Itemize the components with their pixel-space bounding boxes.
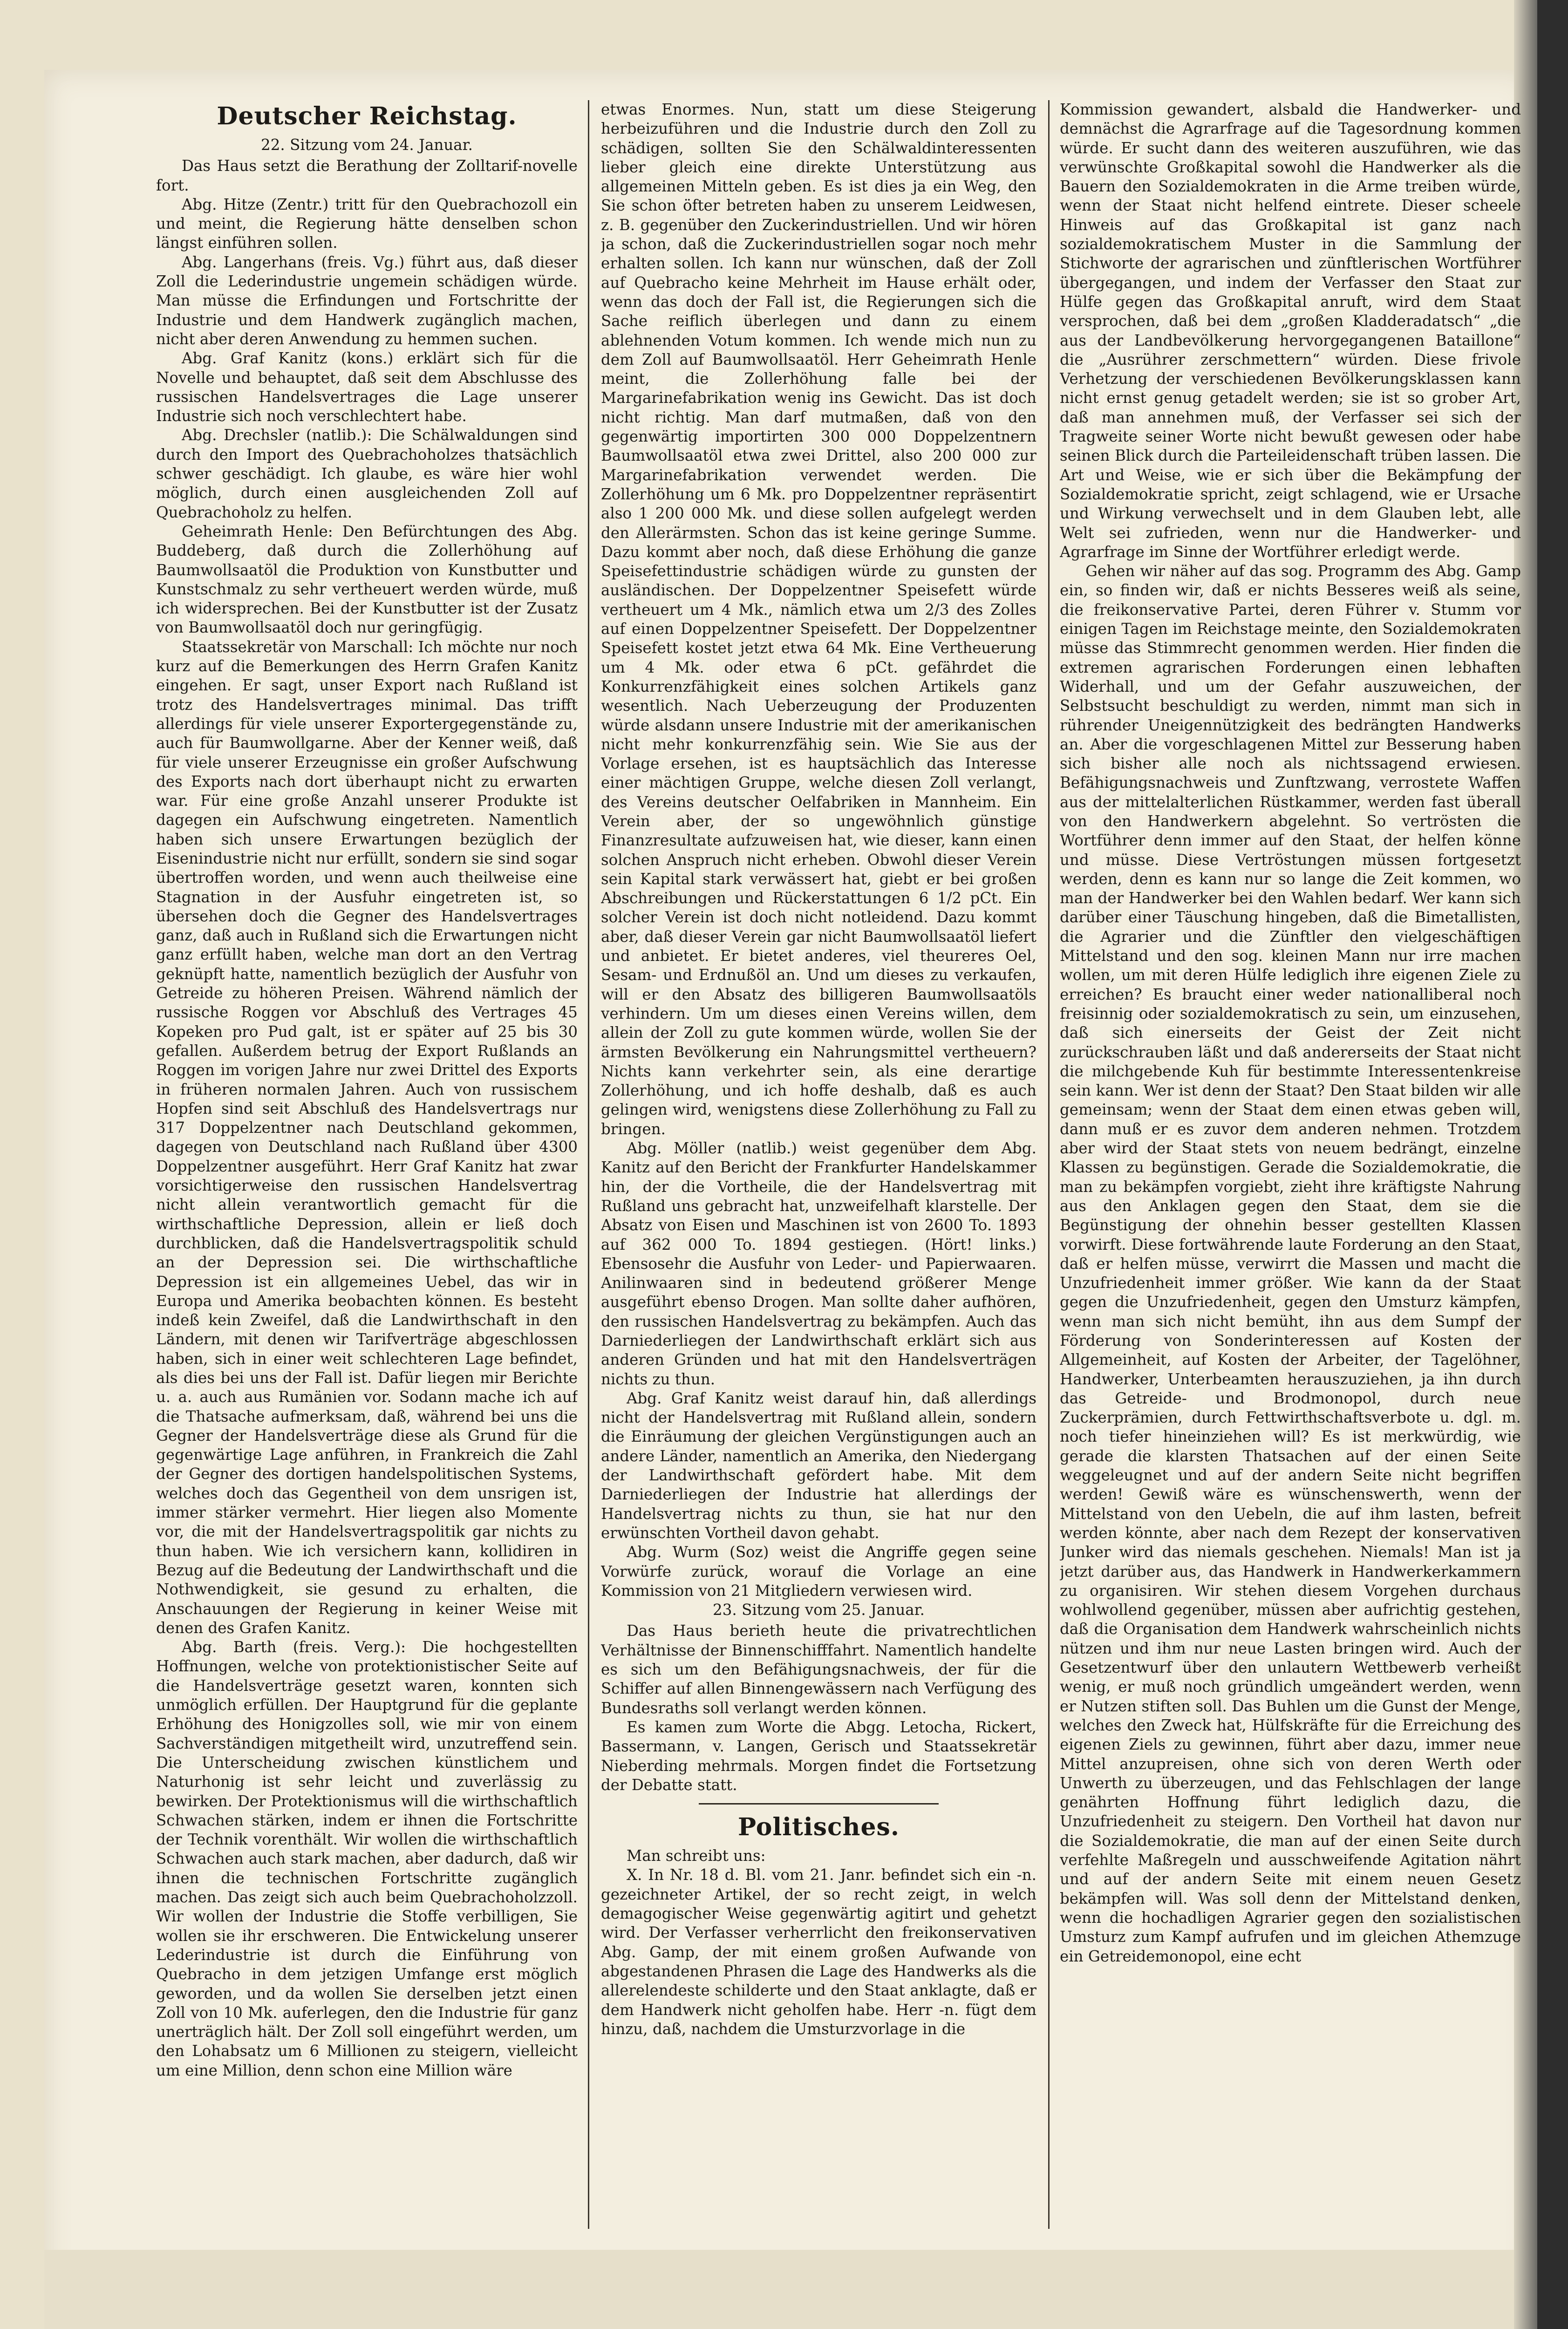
article-paragraph: Abg. Hitze (Zentr.) tritt für den Quebrachozoll ein und meint, die Regierung hätte denselben schon längst einführen sollen. bbox=[156, 195, 578, 252]
article-paragraph: Das Haus setzt die Berathung der Zolltarif-novelle fort. bbox=[156, 157, 578, 194]
scanner-edge bbox=[1537, 0, 1568, 2329]
column-rule bbox=[588, 100, 589, 2229]
left-column bbox=[156, 100, 578, 2243]
article-paragraph: Abg. Barth (freis. Verg.): Die hochgestellten Hoffnungen, welche von protektionistischer Seite auf die Handelsverträge gesetzt waren, konnten sich unmöglich erfüllen. Der Hauptgrund für die geplante Erhöhung des Honigzolles soll, wie mir von einem Sachverständigen mitgetheilt wird, unzutreffend sein. Die Unterscheidung zwischen künstlichem und Naturhonig ist sehr leicht und zuverlässig zu bewirken. Der Protektionismus will die wirthschaftlich Schwachen stärken, indem er ihnen die Fortschritte der Technik vorenthält. Wir wollen die wirthschaftlich Schwachen auch stark machen, aber dadurch, daß wir ihnen die technischen Fortschritte zugänglich machen. Das zeigt sich auch beim Quebrachoholzzoll. Wir wollen der Industrie die Stoffe verbilligen, Sie wollen sie ihr erschweren. Die Entwickelung unserer Lederindustrie ist durch die Einführung von Quebracho in dem jetzigen Umfange erst möglich geworden, und da wollen Sie derselben jetzt einen Zoll von 10 Mk. auferlegen, den die Industrie für ganz unerträglich hält. Der Zoll soll eingeführt werden, um den Lohabsatz um 6 Millionen zu steigern, vielleicht um eine Million, denn schon eine Million wäre bbox=[156, 1638, 578, 2079]
intro-line: Man schreibt uns: bbox=[627, 1847, 766, 1865]
session-title: 22. Sitzung vom 24. Januar. bbox=[261, 136, 473, 154]
section-heading: Politisches. bbox=[738, 1813, 900, 1842]
article-paragraph: Abg. Graf Kanitz weist darauf hin, daß allerdings nicht der Handelsvertrag mit Rußland allein, sondern die Einräumung der gleichen Vergünstigungen auch an andere Länder, namentlich an Amerika, den Niedergang der Landwirthschaft gefördert habe. Mit dem Darniederliegen der Industrie hat allerdings der Handelsvertrag nichts zu thun, sie hat nur den erwünschten Vortheil davon gehabt. bbox=[601, 1389, 1036, 1542]
article-paragraph: Staatssekretär von Marschall: Ich möchte nur noch kurz auf die Bemerkungen des Herrn Grafen Kanitz eingehen. Er sagt, unser Export nach Rußland ist trotz des Handelsvertrages minimal. Das trifft allerdings für viele unserer Exportergegenstände zu, auch für Baumwollgarne. Aber der Kenner weiß, daß für viele unserer Erzeugnisse ein großer Aufschwung des Exports nach dort überhaupt nicht zu erwarten war. Für eine große Anzahl unserer Produkte ist dagegen ein Aufschwung eingetreten. Namentlich haben sich unsere Erwartungen bezüglich der Eisenindustrie nicht nur erfüllt, sondern sie sind sogar übertroffen worden, und wenn auch theilweise eine Stagnation in der Ausfuhr eingetreten ist, so übersehen doch die Gegner des Handelsvertrages ganz, daß auch in Rußland sich die Erwartungen nicht ganz erfüllt haben, welche man dort an den Vertrag geknüpft hatte, namentlich bezüglich der Ausfuhr von Getreide zu höheren Preisen. Während nämlich der russische Roggen vor Abschluß des Vertrages 45 Kopeken pro Pud galt, ist er später auf 25 bis 30 gefallen. Außerdem betrug der Export Rußlands an Roggen im vorigen Jahre nur zwei Drittel des Exports in früheren normalen Jahren. Auch von russischem Hopfen sind seit Abschluß des Handelsvertrags nur 317 Doppelzentner nach Deutschland gekommen, dagegen von Deutschland nach Rußland über 4300 Doppelzentner ausgeführt. Herr Graf Kanitz hat zwar vorsichtigerweise den russischen Handelsvertrag nicht allein verantwortlich gemacht für die wirthschaftliche Depression, allein er ließ doch durchblicken, daß die Handelsvertragspolitik schuld an der Depression sei. Die wirthschaftliche Depression ist ein allgemeines Uebel, das wir in Europa und Amerika beobachten können. Es besteht indeß kein Zweifel, daß die Landwirthschaft in den Ländern, mit denen wir Tarifverträge abgeschlossen haben, sich in einer weit schlechteren Lage befindet, als dies bei uns der Fall ist. Dafür liegen mir Berichte u. a. auch aus Rumänien vor. Sodann mache ich auf die Thatsache aufmerksam, daß, während bei uns die Gegner der Handelsverträge diese als Grund für die gegenwärtige Lage anführen, in Frankreich die Zahl der Gegner des dortigen handelspolitischen Systems, welches doch das Gegentheil von dem unsrigen ist, immer stärker vermehrt. Hier liegen also Momente vor, die mit der Handelsvertragspolitik gar nichts zu thun haben. Wie ich versichern kann, kollidiren in Bezug auf die Bedeutung der Landwirthschaft und die Nothwendigkeit, sie gesund zu erhalten, die Anschauungen der Regierung in keiner Weise mit denen des Grafen Kanitz. bbox=[156, 638, 578, 1637]
article-paragraph: Es kamen zum Worte die Abgg. Letocha, Rickert, Bassermann, v. Langen, Gerisch und Staatssekretär Nieberding mehrmals. Morgen findet die Fortsetzung der Debatte statt. bbox=[601, 1718, 1036, 1794]
article-paragraph: Geheimrath Henle: Den Befürchtungen des Abg. Buddeberg, daß durch die Zollerhöhung auf Baumwollsaatöl die Produktion von Kunstbutter und Kunstschmalz zu sehr vertheuert werden würde, muß ich widersprechen. Bei der Kunstbutter ist der Zusatz von Baumwollsaatöl doch nur geringfügig. bbox=[156, 522, 578, 637]
article-paragraph: Abg. Graf Kanitz (kons.) erklärt sich für die Novelle und behauptet, daß seit dem Abschlusse des russischen Handelsvertrages die Lage unserer Industrie sich noch verschlechtert habe. bbox=[156, 349, 578, 425]
article-paragraph: Das Haus berieth heute die privatrechtlichen Verhältnisse der Binnenschifffahrt. Namentlich handelte es sich um den Befähigungsnachweis, der für die Schiffer auf allen Binnengewässern nach Verfügung des Bundesraths soll verlangt werden können. bbox=[601, 1622, 1036, 1717]
middle-column bbox=[601, 100, 1036, 2243]
article-paragraph: Abg. Möller (natlib.) weist gegenüber dem Abg. Kanitz auf den Bericht der Frankfurter Handelskammer hin, der die Vortheile, die der Handelsvertrag mit Rußland uns gebracht hat, unzweifelhaft klarstelle. Der Absatz von Eisen und Maschinen ist von 2600 To. 1893 auf 362 000 To. 1894 gestiegen. (Hört! links.) Ebensosehr die Ausfuhr von Leder- und Papierwaaren. Anilinwaaren sind in bedeutend größerer Menge ausgeführt ebenso Drogen. Man sollte daher aufhören, den russischen Handelsvertrag zu bekämpfen. Auch das Darniederliegen der Landwirthschaft erklärt sich aus anderen Gründen und hat mit den Handelsverträgen nichts zu thun. bbox=[601, 1139, 1036, 1388]
article-paragraph: Abg. Drechsler (natlib.): Die Schälwaldungen sind durch den Import des Quebrachoholzes thatsächlich schwer geschädigt. Ich glaube, es wäre hier wohl möglich, durch einen ausgleichenden Zoll auf Quebrachoholz zu helfen. bbox=[156, 426, 578, 521]
article-paragraph: etwas Enormes. Nun, statt um diese Steigerung herbeizuführen und die Industrie durch den Zoll zu schädigen, sollten Sie den Schälwaldinteressenten lieber gleich eine direkte Unterstützung aus allgemeinen Mitteln geben. Es ist dies ja ein Weg, den Sie schon öfter betreten haben zu unserem Leidwesen, z. B. gegenüber den Zuckerindustriellen. Und wir hören ja schon, daß die Zuckerindustriellen sogar noch mehr erhalten sollen. Ich kann nur wünschen, daß der Zoll auf Quebracho keine Mehrheit im Hause erhält oder, wenn das doch der Fall ist, die Regierungen sich die Sache reiflich überlegen und dann zu einem ablehnenden Votum kommen. Ich wende mich nun zu dem Zoll auf Baumwollsaatöl. Herr Geheimrath Henle meint, die Zollerhöhung falle bei der Margarinefabrikation wenig ins Gewicht. Das ist doch nicht richtig. Man darf mutmaßen, daß von den gegenwärtig importirten 300 000 Doppelzentnern Baumwollsaatöl etwa zwei Drittel, also 200 000 zur Margarinefabrikation verwendet werden. Die Zollerhöhung um 6 Mk. pro Doppelzentner repräsentirt also 1 200 000 Mk. und diese sollen aufgelegt werden den Allerärmsten. Schon das ist keine geringe Summe. Dazu kommt aber noch, daß diese Erhöhung die ganze Speisefettindustrie schädigen würde zu gunsten der ausländischen. Der Doppelzentner Speisefett würde vertheuert um 4 Mk., nämlich etwa um 2/3 des Zolles auf einen Doppelzentner Speisefett. Der Doppelzentner Speisefett kostet jetzt etwa 64 Mk. Eine Vertheuerung um 4 Mk. oder etwa 6 pCt. gefährdet die Konkurrenzfähigkeit eines solchen Artikels ganz wesentlich. Nach Ueberzeugung der Produzenten würde alsdann unsere Industrie mit der amerikanischen nicht mehr konkurrenzfähig sein. Wie Sie aus der Vorlage ersehen, ist es hauptsächlich das Interesse einer mächtigen Gruppe, welche diesen Zoll verlangt, des Vereins deutscher Oelfabriken in Mannheim. Ein Verein aber, der so ungewöhnlich günstige Finanzresultate aufzuweisen hat, wie dieser, kann einen solchen Anspruch nicht erheben. Obwohl dieser Verein sein Kapital stark verwässert hat, giebt er bei großen Abschreibungen und Rückerstattungen 6 1/2 pCt. Ein solcher Verein ist doch nicht notleidend. Dazu kommt aber, daß dieser Verein gar nicht Baumwollsaatöl liefert und anbietet. Er bietet anderes, viel theureres Oel, Sesam- und Erdnußöl an. Und um dieses zu verkaufen, will er den Absatz des billigeren Baumwollsaatöls verhindern. Um um dieses einen Vereins willen, dem allein der Zoll zu gute kommen würde, wollen Sie der ärmsten Bevölkerung ein Nahrungsmittel vertheuern? Nichts kann verkehrter sein, als eine derartige Zollerhöhung, und ich hoffe deshalb, daß es auch gelingen wird, wenigstens diese Zollerhöhung zu Fall zu bringen. bbox=[601, 101, 1036, 1138]
section-separator bbox=[699, 1803, 938, 1805]
section-heading: Deutscher Reichstag. bbox=[217, 102, 517, 130]
article-paragraph: X. In Nr. 18 d. Bl. vom 21. Janr. befindet sich ein -n. gezeichneter Artikel, der so recht zeigt, in welch demagogischer Weise gegenwärtig agitirt und gehetzt wird. Der Verfasser verherrlicht den freikonservativen Abg. Gamp, der mit einem großen Aufwande von abgestandenen Phrasen die Lage des Handwerks als die allerelendeste schilderte und den Staat anklagte, daß er dem Handwerk nicht geholfen habe. Herr -n. fügt dem hinzu, daß, nachdem die Umsturzvorlage in die bbox=[601, 1866, 1036, 2038]
page-bottom-margin bbox=[44, 2250, 1533, 2329]
article-paragraph: Abg. Wurm (Soz) weist die Angriffe gegen seine Vorwürfe zurück, worauf die Vorlage an eine Kommission von 21 Mitgliedern verwiesen wird. bbox=[601, 1543, 1036, 1600]
column-rule bbox=[1048, 100, 1050, 2229]
article-paragraph: Kommission gewandert, alsbald die Handwerker- und demnächst die Agrarfrage auf die Tagesordnung kommen würde. Er sucht dann des weiteren auszuführen, wie das verwünschte Großkapital sowohl die Handwerker als die Bauern den Sozialdemokraten in die Arme treiben würde, wenn der Staat nicht helfend eintrete. Dieser scheele Hinweis auf das Großkapital ist ganz nach sozialdemokratischem Muster in die Sammlung der Stichworte der agrarischen und zünftlerischen Wortführer übergegangen, und indem der Verfasser den Staat zur Hülfe gegen das Großkapital anruft, wird dem Staat versprochen, daß bei dem „großen Kladderadatsch“ „die aus der Landbevölkerung hervorgegangenen Bataillone“ die „Ausrührer zerschmettern“ würden. Diese frivole Verhetzung der verschiedenen Bevölkerungsklassen kann nicht ernst genug getadelt werden; sie ist so grober Art, daß man annehmen muß, der Verfasser sei sich der Tragweite seiner Worte nicht bewußt gewesen oder habe seinen Blick durch die Parteileidenschaft trüben lassen. Die Art und Weise, wie er sich über die Bekämpfung der Sozialdemokratie spricht, zeigt schlagend, wie er Ursache und Wirkung verwechselt und in dem Glauben lebt, alle Welt sei zufrieden, wenn nur die Handwerker- und Agrarfrage im Sinne der Wortführer erledigt werde. bbox=[1060, 101, 1521, 561]
right-column bbox=[1060, 100, 1521, 2243]
article-paragraph: Gehen wir näher auf das sog. Programm des Abg. Gamp ein, so finden wir, daß er nichts Besseres weiß als seine, die freikonservative Partei, deren Führer v. Stumm vor einigen Tagen im Reichstage meinte, den Sozialdemokraten müsse das Stimmrecht genommen werden. Hier finden die extremen agrarischen Forderungen einen lebhaften Widerhall, und um der Gefahr auszuweichen, der Selbstsucht beschuldigt zu werden, nimmt man sich in rührender Uneigennützigkeit des bedrängten Handwerks an. Aber die vorgeschlagenen Mittel zur Besserung haben sich bisher alle noch als nichtssagend erwiesen. Befähigungsnachweis und Zunftzwang, verrostete Waffen aus der mittelalterlichen Rüstkammer, werden fast überall von den Handwerkern abgelehnt. So vertrösten die Wortführer denn immer auf den Staat, der helfen könne und müsse. Diese Vertröstungen müssen fortgesetzt werden, denn es kann nur so lange die Zeit kommen, wo man der Handwerker bei den Wahlen bedarf. Wer kann sich darüber einer Täuschung hingeben, daß die Bimetallisten, die Agrarier und die Zünftler den vielgeschäftigen Mittelstand und den sog. kleinen Mann nur irre machen wollen, um mit deren Hülfe lediglich ihre eigenen Ziele zu erreichen? Es braucht einer weder nationalliberal noch freisinnig oder sozialdemokratisch zu sein, um einzusehen, daß sich einerseits der Geist der Zeit nicht zurückschrauben läßt und daß andererseits der Staat nicht die milchgebende Kuh für bestimmte Interessentenkreise sein kann. Wer ist denn der Staat? Den Staat bilden wir alle gemeinsam; wenn der Staat dem einen etwas geben will, dann muß er es zuvor dem anderen nehmen. Trotzdem aber wird der Staat stets von neuem bedrängt, einzelne Klassen zu begünstigen. Gerade die Sozialdemokratie, die man zu bekämpfen vorgiebt, zieht ihre kräftigste Nahrung aus den Anklagen gegen den Staat, dem sie die Begünstigung der ohnehin besser gestellten Klassen vorwirft. Diese fortwährende laute Forderung an den Staat, daß er helfen müsse, verwirrt die Massen und macht die Unzufriedenheit immer größer. Wie kann da der Staat gegen die Unzufriedenheit, gegen den Umsturz kämpfen, wenn man sich nicht bemüht, ihn aus dem Sumpf der Förderung von Sonderinteressen auf Kosten der Allgemeinheit, auf Kosten der Arbeiter, der Tagelöhner, Handwerker, Unterbeamten herauszuziehen, ja ihn durch das Getreide- und Brodmonopol, durch neue Zuckerprämien, durch Fettwirthschaftsverbote u. dgl. m. noch tiefer hineinziehen will? Es ist merkwürdig, wie gerade die klarsten Thatsachen auf der einen Seite weggeleugnet und auf der andern Seite nicht begriffen werden! Gewiß wäre es wünschenswerth, wenn der Mittelstand von den Uebeln, die auf ihm lasten, befreit werden könnte, aber nach dem Rezept der konservativen Junker wird das niemals geschehen. Niemals! Man ist ja jetzt darüber aus, das Handwerk in Handwerkerkammern zu organisiren. Wir stehen diesem Vorgehen durchaus wohlwollend gegenüber, müssen aber aufrichtig gestehen, daß die Organisation dem Handwerk wahrscheinlich nichts nützen und ihm nur neue Lasten bringen wird. Auch der Gesetzentwurf über den unlautern Wettbewerb verheißt wenig, er muß noch gründlich umgeändert werden, wenn er Nutzen stiften soll. Das Buhlen um die Gunst der Menge, welches den Zweck hat, Hülfskräfte für die Erreichung des eigenen Ziels zu gewinnen, führt aber dazu, immer neue Mittel anzupreisen, ohne sich von deren Werth oder Unwerth zu überzeugen, und das Fehlschlagen der lange genährten Hoffnung führt lediglich dazu, die Unzufriedenheit zu steigern. Den Vortheil hat davon nur die Sozialdemokratie, die man auf der einen Seite durch verfehlte Maßregeln und ausschweifende Agitation nährt und auf der andern Seite mit einem neuen Gesetz bekämpfen will. Was soll denn der Mittelstand denken, wenn die hochadligen Agrarier gegen den sozialistischen Umsturz zum Kampf aufrufen und im gleichen Athemzuge ein Getreidemonopol, eine echt bbox=[1060, 562, 1521, 1965]
article-paragraph: Abg. Langerhans (freis. Vg.) führt aus, daß dieser Zoll die Lederindustrie ungemein schädigen würde. Man müsse die Erfindungen und Fortschritte der Industrie und dem Handwerk zugänglich machen, nicht aber deren Anwendung zu hemmen suchen. bbox=[156, 253, 578, 348]
session-title: 23. Sitzung vom 25. Januar. bbox=[713, 1601, 925, 1619]
